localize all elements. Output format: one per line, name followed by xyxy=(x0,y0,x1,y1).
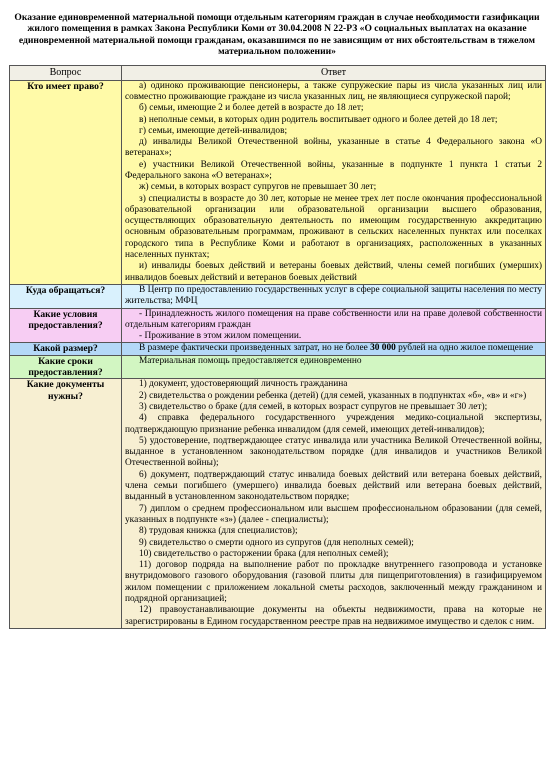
list-item: 4) справка федерального государственного учреждения медико-социальной экспертизы, подтверждающую признание ребенка инвалидом (для семей, имеющих детей-инвалидов); xyxy=(125,413,542,435)
table-row xyxy=(10,379,546,629)
table-row xyxy=(10,343,546,355)
amount-suffix: рублей на одно жилое помещение xyxy=(395,343,533,354)
list-item: 12) правоустанавливающие документы на объекты недвижимости, права на которые не зарегистрированы в Едином государственном реестре прав на недвижимое имущество и сделок с ним. xyxy=(125,605,542,627)
answer-conditions xyxy=(122,308,546,343)
list-item: 3) свидетельство о браке (для семей, в которых возраст супругов не превышает 30 лет); xyxy=(139,401,488,412)
list-item: - Принадлежность жилого помещения на праве собственности или на праве долевой собственности отдельным категориям граждан xyxy=(125,308,542,330)
list-item: 1) документ, удостоверяющий личность гражданина xyxy=(139,379,348,390)
list-item: 2) свидетельства о рождении ребенка (детей) (для семей, указанных в подпунктах «б», «в» и «г») xyxy=(139,390,527,401)
list-item: е) участники Великой Отечественной войны, указанные в подпункте 1 пункта 1 статьи 2 Федерального закона «О ветеранах»; xyxy=(125,159,542,181)
list-item: ж) семьи, в которых возраст супругов не превышает 30 лет; xyxy=(139,182,377,193)
header-question: Вопрос xyxy=(10,65,122,80)
list-item: В Центр по предоставлению государственных услуг в сфере социальной защиты населения по месту жительства; МФЦ xyxy=(125,284,542,307)
table-row xyxy=(10,284,546,308)
list-item: 8) трудовая книжка (для специалистов); xyxy=(139,526,298,537)
answer-documents xyxy=(122,379,546,629)
question-terms: Какие сроки предоставления? xyxy=(10,355,122,379)
list-item: и) инвалиды боевых действий и ветераны боевых действий, члены семей погибших (умерших) инвалидов боевых действий и ветеранов боевых действий xyxy=(125,261,542,283)
question-conditions: Какие условия предоставления? xyxy=(10,308,122,343)
answer-where-apply xyxy=(122,284,546,308)
header-answer: Ответ xyxy=(122,65,546,80)
table-row xyxy=(10,355,546,379)
question-amount: Какой размер? xyxy=(10,343,122,355)
table-row xyxy=(10,308,546,343)
question-where-apply: Куда обращаться? xyxy=(10,284,122,308)
list-item: 11) договор подряда на выполнение работ по прокладке внутреннего газопровода и установке внутридомового газового оборудования (газовой плиты для пищеприготовления) в газифицируемом жилом помещении с приложением локальной сметы расходов, заключенный между гражданином и подрядной организацией; xyxy=(125,560,542,604)
list-item: - Проживание в этом жилом помещении. xyxy=(139,331,302,342)
list-item: д) инвалиды Великой Отечественной войны, указанные в статье 4 Федерального закона «О ветеранах»; xyxy=(125,137,542,159)
list-item xyxy=(125,343,542,354)
document-title: Оказание единовременной материальной помощи отдельным категориям граждан в случае необходимости газификации жилого помещения в рамках Закона Республики Коми от 30.04.2008 N 22-РЗ «О социальных выплатах на оказание единовременной материальной помощи гражданам, оказавшимся по не зависящим от них обстоятельствам в тяжелом материальном положении» xyxy=(14,12,540,58)
list-item: з) специалисты в возрасте до 30 лет, которые не менее трех лет после окончания профессиональной образовательной организации или образовательной организации высшего образования, осуществляющих образовательную деятельность по имеющим государственную аккредитацию основным образовательным программам, проживают в сельских населенных пунктах или поселках городского типа в Республике Коми и работают в организациях, расположенных в указанных населенных пунктах; xyxy=(125,193,542,261)
info-table xyxy=(9,65,546,629)
amount-prefix: В размере фактически произведенных затрат, но не более xyxy=(139,343,371,354)
answer-who-eligible xyxy=(122,80,546,284)
list-item: 7) диплом о среднем профессиональном или высшем профессиональном образовании (для семей, указанных в подпункте «з») (далее - специалисты); xyxy=(125,503,542,525)
table-row xyxy=(10,80,546,284)
list-item: 9) свидетельство о смерти одного из супругов (для неполных семей); xyxy=(139,537,414,548)
list-item: 6) документ, подтверждающий статус инвалида боевых действий или ветерана боевых действий, члена семьи погибшего (умершего) инвалида боевых действий или ветерана боевых действий, выданный в установленном законодательством порядке; xyxy=(125,469,542,503)
list-item: 10) свидетельство о расторжении брака (для неполных семей); xyxy=(139,548,389,559)
question-who-eligible: Кто имеет право? xyxy=(10,80,122,284)
list-item: Материальная помощь предоставляется единовременно xyxy=(139,355,362,366)
list-item: а) одиноко проживающие пенсионеры, а также супружеские пары из числа указанных лиц или совместно проживающие граждане из числа указанных лиц, не являющиеся супружеской парой; xyxy=(125,80,542,102)
list-item: б) семьи, имеющие 2 и более детей в возрасте до 18 лет; xyxy=(139,103,364,114)
list-item: г) семьи, имеющие детей-инвалидов; xyxy=(139,125,288,136)
list-item: 5) удостоверение, подтверждающее статус инвалида или участника Великой Отечественной войны, выданное в установленном законодательством порядке (для инвалидов и участников Великой Отечественной войны); xyxy=(125,435,542,469)
answer-terms xyxy=(122,355,546,379)
table-header-row xyxy=(10,65,546,80)
list-item: в) неполные семьи, в которых один родитель воспитывает одного и более детей до 18 лет; xyxy=(139,114,498,125)
amount-value: 30 000 xyxy=(370,343,396,354)
answer-amount xyxy=(122,343,546,355)
question-documents: Какие документы нужны? xyxy=(10,379,122,629)
